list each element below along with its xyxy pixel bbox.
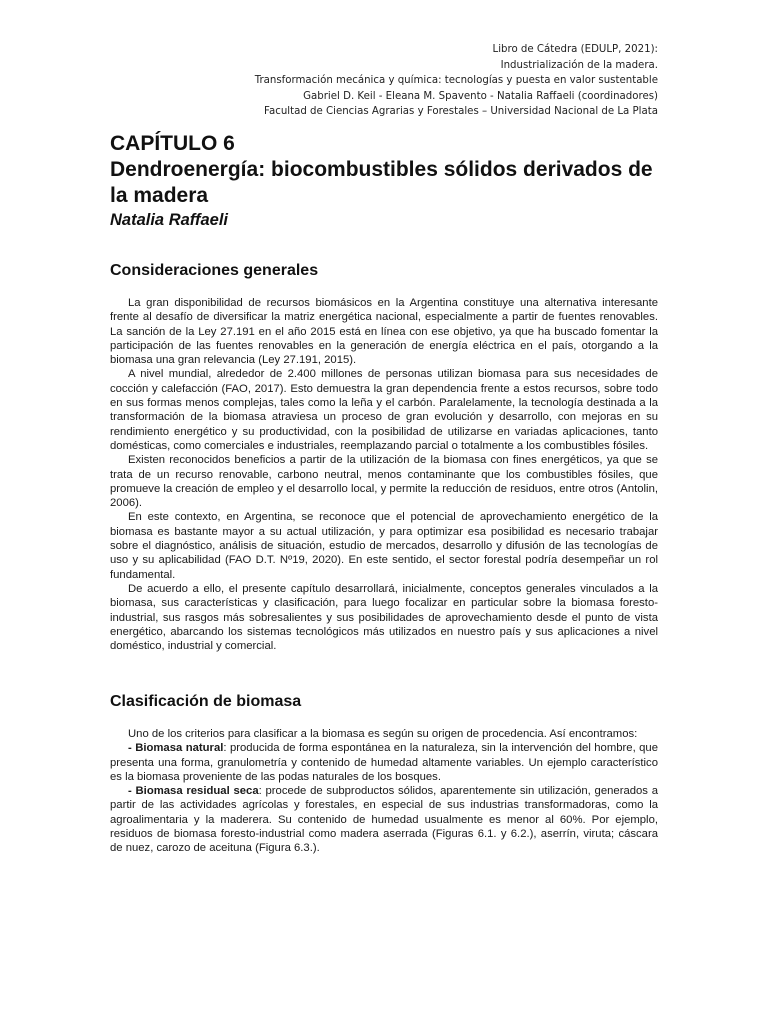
paragraph: A nivel mundial, alrededor de 2.400 millones de personas utilizan biomasa para sus necesidades de cocción y calefacción (FAO, 2017). Esto demuestra la gran dependencia frente a estos recursos, sobre todo en sus formas menos complejas, tales como la leña y el carbón. Paralelamente, la tecnología destinada a la transformación de la biomasa atraviesa un proceso de gran evolución y desarrollo, con mejoras en su rendimiento energético y su productividad, con la posibilidad de utilizarse en variadas aplicaciones, tanto domésticas, como comerciales e industriales, reemplazando parcial o totalmente a los combustibles fósiles. <box>110 368 658 452</box>
list-item-text: : procede de subproductos sólidos, aparentemente sin utilización, generados a partir de las actividades agrícolas y forestales, en especial de sus industrias transformadoras, como la agroalimentaria y la maderera. Su contenido de humedad usualmente es menor al 60%. Por ejemplo, residuos de biomasa foresto-industrial como madera aserrada (Figuras 6.1. y 6.2.), aserrín, viruta; cáscara de nuez, carozo de aceituna (Figura 6.3.). <box>110 785 658 855</box>
section-body-consideraciones <box>110 296 658 653</box>
list-item-term: - Biomasa natural <box>128 742 224 755</box>
list-item-biomasa-natural <box>110 741 658 784</box>
paragraph: De acuerdo a ello, el presente capítulo desarrollará, inicialmente, conceptos generales vinculados a la biomasa, sus características y clasificación, para luego focalizar en particular sobre la biomasa foresto-industrial, sus rasgos más sobresalientes y sus posibilidades de aprovechamiento desde el punto de vista energético, abarcando los sistemas tecnológicos más utilizados en nuestro país y sus aplicaciones a nivel doméstico, industrial y comercial. <box>110 582 658 653</box>
chapter-label: CAPÍTULO 6 <box>110 132 235 155</box>
header-line: Libro de Cátedra (EDULP, 2021): <box>492 44 658 55</box>
running-header <box>255 42 658 120</box>
section-body-clasificacion <box>110 727 658 856</box>
list-item-term: - Biomasa residual seca <box>128 785 259 798</box>
chapter-title: Dendroenergía: biocombustibles sólidos derivados de la madera <box>110 158 653 207</box>
section-heading-consideraciones: Consideraciones generales <box>110 262 319 279</box>
list-item-text: : producida de forma espontánea en la naturaleza, sin la intervención del hombre, que presenta una forma, granulometría y contenido de humedad altamente variables. Un ejemplo característico es la biomasa proveniente de las podas naturales de los bosques. <box>110 742 658 783</box>
header-line: Transformación mecánica y química: tecnologías y puesta en valor sustentable <box>254 75 658 86</box>
list-item-biomasa-residual-seca <box>110 784 658 855</box>
paragraph: La gran disponibilidad de recursos biomásicos en la Argentina constituye una alternativa interesante frente al desafío de diversificar la matriz energética nacional, especialmente a partir de fuentes renovables. La sanción de la Ley 27.191 en el año 2015 está en línea con ese objetivo, ya que ha buscado fomentar la participación de las fuentes renovables en la generación de energía eléctrica en el país, otorgando a la biomasa una gran relevancia (Ley 27.191, 2015). <box>110 297 658 367</box>
section-heading-clasificacion: Clasificación de biomasa <box>110 693 302 710</box>
header-line: Industrialización de la madera. <box>500 59 658 71</box>
paragraph: Existen reconocidos beneficios a partir de la utilización de la biomasa con fines energéticos, ya que se trata de un recurso renovable, carbono neutral, menos contaminante que los combustibles fósiles, que promueve la creación de empleo y el desarrollo local, y permite la reducción de residuos, entre otros (Antolin, 2006). <box>110 454 658 510</box>
chapter-author: Natalia Raffaeli <box>110 211 228 229</box>
paragraph: En este contexto, en Argentina, se reconoce que el potencial de aprovechamiento energético de la biomasa es bastante mayor a su actual utilización, y para optimizar esa posibilidad es necesario trabajar sobre el diagnóstico, análisis de situación, estudio de mercados, desarrollo y difusión de las tecnologías de uso y su aplicabilidad (FAO D.T. Nº19, 2020). En este sentido, el sector forestal podría desempeñar un rol fundamental. <box>110 511 658 581</box>
header-line: Gabriel D. Keil - Eleana M. Spavento - Natalia Raffaeli (coordinadores) <box>303 90 658 102</box>
paragraph: Uno de los criterios para clasificar a la biomasa es según su origen de procedencia. Así encontramos: <box>128 728 638 740</box>
header-line: Facultad de Ciencias Agrarias y Forestales – Universidad Nacional de La Plata <box>264 106 658 117</box>
